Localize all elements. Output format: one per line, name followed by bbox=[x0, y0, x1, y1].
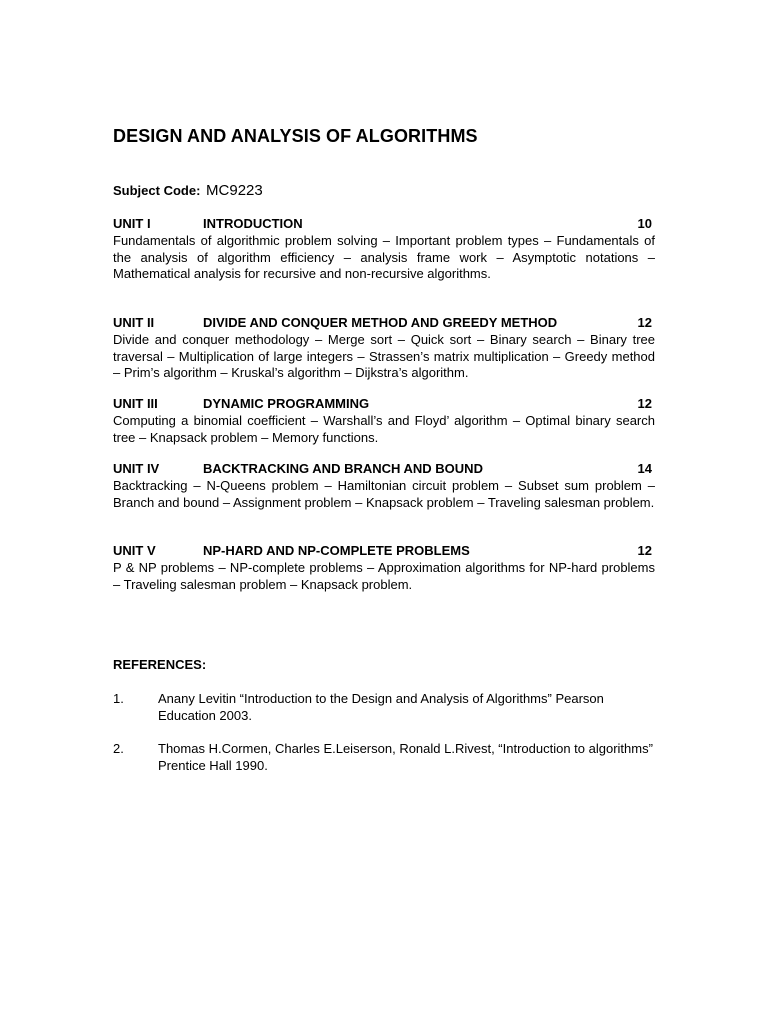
unit-hours: 12 bbox=[637, 543, 652, 558]
reference-item bbox=[113, 740, 655, 774]
unit-title: DIVIDE AND CONQUER METHOD AND GREEDY METHOD bbox=[203, 315, 558, 330]
references-heading: REFERENCES: bbox=[113, 657, 207, 672]
subject-code-label: Subject Code: bbox=[113, 183, 201, 198]
subject-code-line bbox=[113, 182, 263, 199]
reference-text: Thomas H.Cormen, Charles E.Leiserson, Ronald L.Rivest, “Introduction to algorithms” Prentice Hall 1990. bbox=[158, 741, 653, 773]
unit-section bbox=[113, 396, 655, 446]
unit-title: INTRODUCTION bbox=[203, 216, 303, 231]
unit-number: UNIT V bbox=[113, 543, 156, 558]
subject-code-value: MC9223 bbox=[206, 182, 263, 199]
unit-hours: 10 bbox=[637, 216, 652, 231]
unit-section bbox=[113, 216, 655, 283]
unit-header bbox=[113, 461, 655, 478]
unit-title: NP-HARD AND NP-COMPLETE PROBLEMS bbox=[203, 543, 470, 558]
unit-hours: 12 bbox=[637, 396, 652, 411]
reference-number: 1. bbox=[113, 691, 124, 706]
unit-hours: 14 bbox=[637, 461, 652, 476]
unit-number: UNIT III bbox=[113, 396, 158, 411]
unit-header bbox=[113, 396, 655, 413]
unit-description: Backtracking – N-Queens problem – Hamiltonian circuit problem – Subset sum problem – Branch and bound – Assignment problem – Knapsack problem – Traveling salesman problem. bbox=[113, 478, 655, 510]
unit-section bbox=[113, 461, 655, 511]
unit-header bbox=[113, 315, 655, 332]
unit-header bbox=[113, 543, 655, 560]
reference-text: Anany Levitin “Introduction to the Design and Analysis of Algorithms” Pearson Education 2003. bbox=[158, 691, 604, 723]
document-title: DESIGN AND ANALYSIS OF ALGORITHMS bbox=[113, 126, 478, 146]
unit-hours: 12 bbox=[637, 315, 652, 330]
unit-description: Computing a binomial coefficient – Warshall’s and Floyd’ algorithm – Optimal binary search tree – Knapsack problem – Memory functions. bbox=[113, 413, 655, 445]
unit-section bbox=[113, 315, 655, 382]
unit-header bbox=[113, 216, 655, 233]
unit-number: UNIT IV bbox=[113, 461, 160, 476]
unit-number: UNIT II bbox=[113, 315, 155, 330]
unit-number: UNIT I bbox=[113, 216, 151, 231]
unit-title: DYNAMIC PROGRAMMING bbox=[203, 396, 370, 411]
unit-title: BACKTRACKING AND BRANCH AND BOUND bbox=[203, 461, 483, 476]
reference-item bbox=[113, 690, 655, 724]
reference-number: 2. bbox=[113, 741, 124, 756]
unit-description: Divide and conquer methodology – Merge sort – Quick sort – Binary search – Binary tree traversal – Multiplication of large integers – Strassen’s matrix multiplication – Greedy method – Prim’s algorithm – Kruskal’s algorithm – Dijkstra’s algorithm. bbox=[113, 332, 655, 381]
unit-description: Fundamentals of algorithmic problem solving – Important problem types – Fundamentals of the analysis of algorithm efficiency – analysis frame work – Asymptotic notations – Mathematical analysis for recursive and non-recursive algorithms. bbox=[113, 233, 655, 282]
unit-description: P & NP problems – NP-complete problems – Approximation algorithms for NP-hard problems – Traveling salesman problem – Knapsack problem. bbox=[113, 560, 655, 592]
unit-section bbox=[113, 543, 655, 593]
